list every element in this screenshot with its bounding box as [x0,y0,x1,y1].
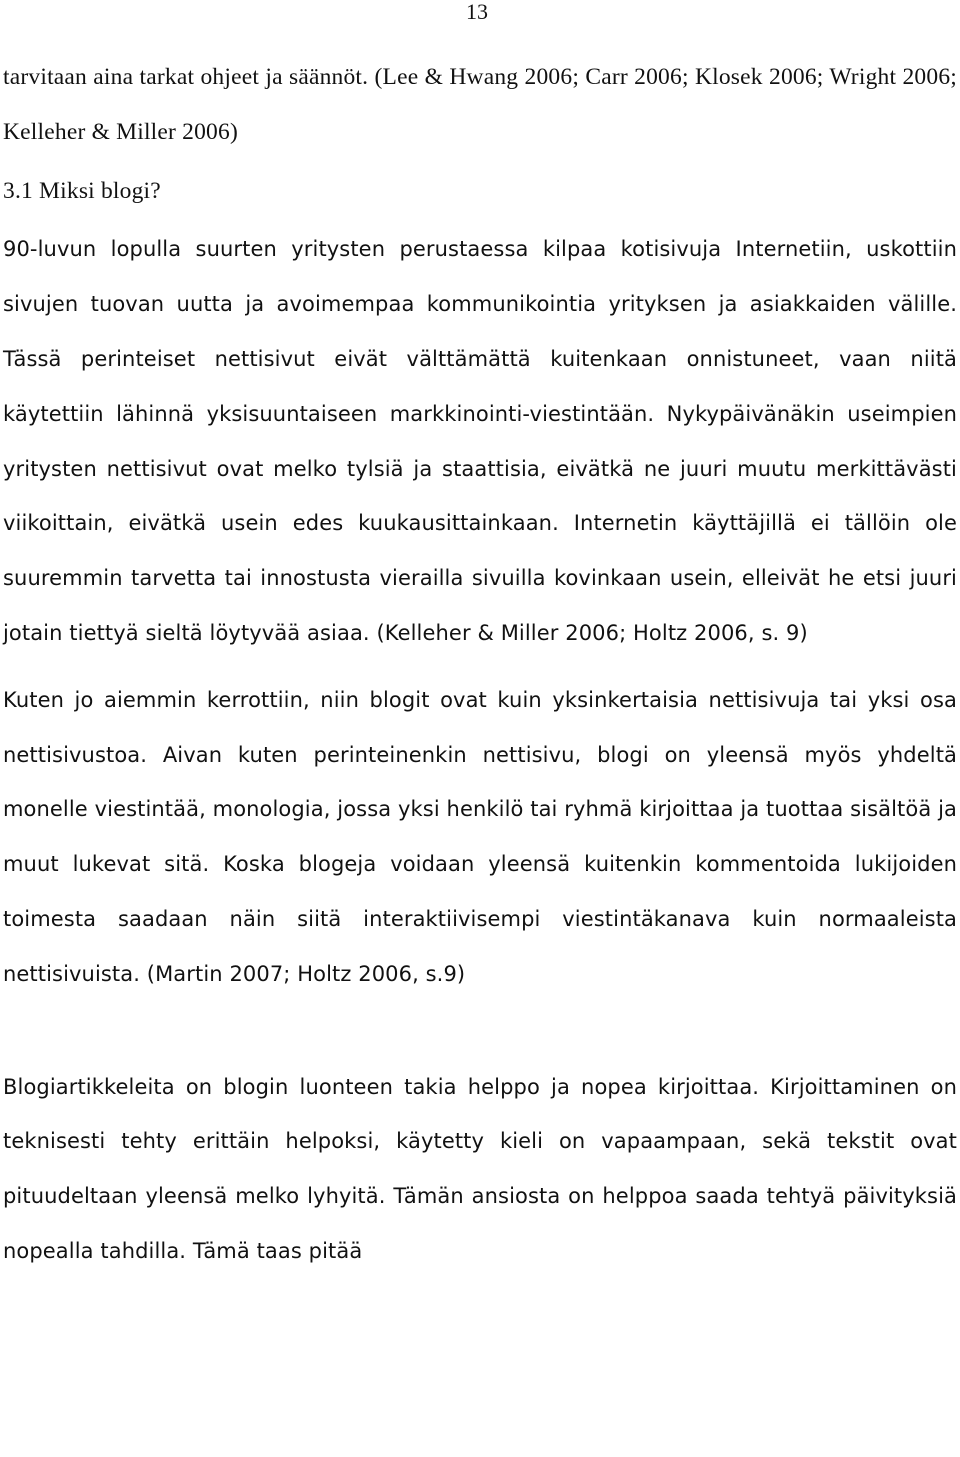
document-body [3,50,957,1279]
body-paragraph-2: Kuten jo aiemmin kerrottiin, niin blogit ovat kuin yksinkertaisia nettisivuja tai yksi osa nettisivustoa. Aivan kuten perinteinenkin nettisivu, blogi on yleensä myös yhdeltä monelle viestintää, monologia, jossa yksi henkilö tai ryhmä kirjoittaa ja tuottaa sisältöä ja muut lukevat sitä. Koska blogeja voidaan yleensä kuitenkin kommentoida lukijoiden toimesta saadaan näin siitä interaktiivisempi viestintäkanava kuin normaaleista nettisivuista. (Martin 2007; Holtz 2006, s.9) [3,687,957,986]
intro-paragraph: tarvitaan aina tarkat ohjeet ja säännöt. (Lee & Hwang 2006; Carr 2006; Klosek 2006; Wright 2006; Kelleher & Miller 2006) [3,64,957,145]
page-number: 13 [466,0,488,24]
section-heading: 3.1 Miksi blogi? [3,177,161,204]
body-paragraph-3: Blogiartikkeleita on blogin luonteen takia helppo ja nopea kirjoittaa. Kirjoittaminen on teknisesti tehty erittäin helpoksi, käytetty kieli on vapaampaan, sekä tekstit ovat pituudeltaan yleensä melko lyhyitä. Tämän ansiosta on helppoa saada tehtyä päivityksiä nopealla tahdilla. Tämä taas pitää [3,1074,957,1263]
spacer [3,661,957,673]
spacer [3,1002,957,1060]
body-paragraph-1: 90-luvun lopulla suurten yritysten perustaessa kilpaa kotisivuja Internetiin, uskottiin sivujen tuovan uutta ja avoimempaa kommunikointia yrityksen ja asiakkaiden välille. Tässä perinteiset nettisivut eivät välttämättä kuitenkaan onnistuneet, vaan niitä käytettiin lähinnä yksisuuntaiseen markkinointi-viestintään. Nykypäivänäkin useimpien yritysten nettisivut ovat melko tylsiä ja staattisia, eivätkä ne juuri muutu merkittävästi viikoittain, eivätkä usein edes kuukausittainkaan. Internetin käyttäjillä ei tällöin ole suuremmin tarvetta tai innostusta vierailla sivuilla kovinkaan usein, elleivät he etsi juuri jotain tiettyä sieltä löytyvää asiaa. (Kelleher & Miller 2006; Holtz 2006, s. 9) [3,237,957,645]
